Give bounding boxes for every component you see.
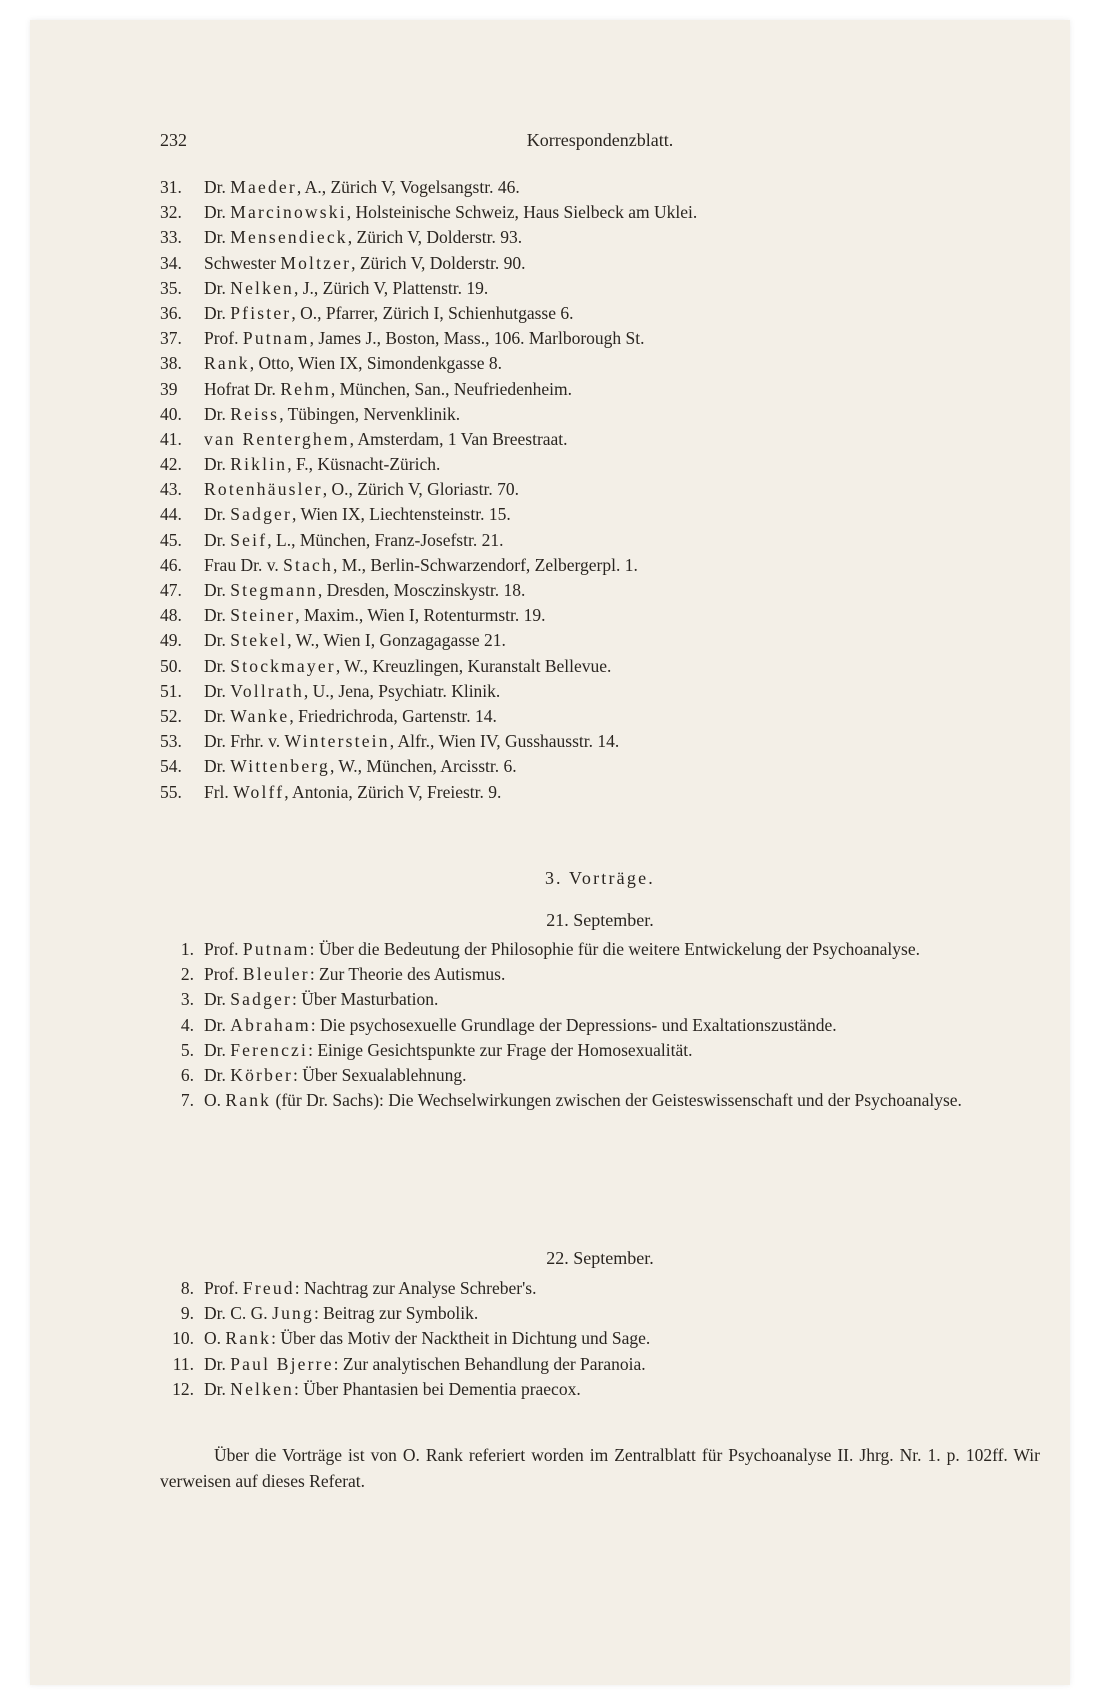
member-title: Dr. (204, 655, 226, 676)
talk-number: 4. (180, 1014, 194, 1035)
speaker-name: Körber (230, 1065, 294, 1086)
closing-note: Über die Vorträge ist von O. Rank referiert worden im Zentralblatt für Psychoanalyse II. Jhrg. Nr. 1. p. 102ff. Wir verweisen auf dieses Referat. (160, 1445, 1040, 1491)
member-title: Dr. (204, 680, 226, 701)
member-details: , Zürich V, Dolderstr. 93. (347, 227, 523, 248)
day2-date: 22. September. (546, 1248, 654, 1268)
speaker-title: Dr. (204, 989, 226, 1010)
member-number: 41. (160, 428, 182, 449)
speaker-title: Dr. (204, 1039, 226, 1060)
speaker-name: Bleuler (242, 964, 310, 985)
talk-text (204, 937, 1040, 962)
member-title: Frau Dr. v. (204, 554, 279, 575)
member-details: , U., Jena, Psychiatr. Klinik. (303, 680, 501, 701)
member-entry (160, 603, 1020, 628)
member-number: 49. (160, 630, 182, 651)
section-number: 3. (545, 868, 563, 888)
member-number: 33. (160, 227, 182, 248)
member-title: Dr. (204, 202, 226, 223)
member-title: Schwester (204, 252, 276, 273)
section-title: Vorträge. (569, 868, 655, 888)
speaker-title: Dr. (204, 1014, 226, 1035)
member-title: Dr. (204, 504, 226, 525)
member-name: Wolff (233, 781, 285, 802)
talk-entry (160, 1088, 1040, 1113)
talk-entry (160, 937, 1040, 962)
speaker-title: Dr. (204, 1353, 226, 1374)
speaker-name: Putnam (242, 939, 310, 959)
member-number: 47. (160, 580, 182, 600)
member-entry (160, 502, 1020, 527)
member-title: Dr. (204, 403, 226, 424)
member-name: Vollrath (230, 680, 304, 701)
page-header (160, 130, 1040, 154)
talk-number: 1. (180, 939, 194, 959)
member-name: Stekel (230, 630, 288, 651)
member-name: Maeder (230, 177, 297, 197)
talk-entry (160, 1326, 1040, 1351)
member-name: Riklin (230, 454, 288, 475)
member-details: , M., Berlin-Schwarzendorf, Zelbergerpl. 1. (332, 554, 638, 575)
page-number: 232 (160, 130, 187, 150)
speaker-name: Sadger (230, 989, 293, 1010)
member-details: , Antonia, Zürich V, Freiestr. 9. (284, 781, 502, 802)
member-number: 35. (160, 277, 182, 298)
member-entry (160, 578, 1020, 603)
member-title: Dr. (204, 454, 226, 475)
talk-text (204, 1088, 1040, 1113)
talk-text (204, 1352, 1040, 1377)
speaker-title: Dr. (204, 1065, 226, 1086)
member-entry (160, 301, 1020, 326)
member-title: Dr. (204, 605, 226, 626)
speaker-title: Prof. (204, 1278, 239, 1298)
talk-title: : Zur analytischen Behandlung der Paranoia. (333, 1353, 646, 1374)
member-title: Hofrat Dr. (204, 378, 276, 399)
member-name: Stegmann (230, 580, 318, 600)
talk-number: 9. (180, 1303, 194, 1324)
member-name: Reiss (230, 403, 280, 424)
day1-date: 21. September. (546, 910, 654, 930)
talk-entry (160, 987, 1040, 1012)
member-details: , Maxim., Wien I, Rotenturmstr. 19. (295, 605, 546, 626)
member-title: Dr. Frhr. v. (204, 731, 281, 752)
member-entry (160, 427, 1020, 452)
day2-talk-list (160, 1276, 1040, 1402)
speaker-name: Rank (225, 1328, 272, 1349)
talk-number: 2. (180, 964, 194, 985)
speaker-title: Dr. C. G. (204, 1303, 268, 1324)
member-entry (160, 704, 1020, 729)
member-title: Prof. (204, 328, 239, 349)
member-name: Sadger (230, 504, 293, 525)
member-entry (160, 351, 1020, 376)
member-details: , A., Zürich V, Vogelsangstr. 46. (296, 177, 520, 197)
member-details: , O., Pfarrer, Zürich I, Schienhutgasse 6. (291, 302, 574, 323)
member-number: 51. (160, 680, 182, 701)
talk-text (204, 1038, 1040, 1063)
member-entry (160, 553, 1020, 578)
member-number: 50. (160, 655, 182, 676)
member-details: , J., Zürich V, Plattenstr. 19. (294, 277, 489, 298)
talk-text (204, 987, 1040, 1012)
member-name: Winterstein (284, 731, 390, 752)
talk-text (204, 962, 1040, 987)
member-name: Seif (230, 529, 268, 550)
member-number: 52. (160, 705, 182, 726)
member-title: Dr. (204, 756, 226, 777)
talk-entry (160, 1276, 1040, 1301)
member-number: 54. (160, 756, 182, 777)
talk-title: : Nachtrag zur Analyse Schreber's. (294, 1278, 537, 1298)
talk-text (204, 1326, 1040, 1351)
member-number: 55. (160, 781, 182, 802)
member-details: , Zürich V, Dolderstr. 90. (351, 252, 526, 273)
member-title: Dr. (204, 529, 226, 550)
member-number: 46. (160, 554, 182, 575)
talk-number: 12. (172, 1378, 194, 1399)
member-entry (160, 402, 1020, 427)
talk-title: : Einige Gesichtspunkte zur Frage der Homosexualität. (308, 1039, 693, 1060)
page-sheet (30, 20, 1070, 1685)
member-title: Dr. (204, 277, 226, 298)
talk-entry (160, 962, 1040, 987)
member-name: Nelken (230, 277, 294, 298)
speaker-title: O. (204, 1328, 222, 1349)
member-entry (160, 654, 1020, 679)
talk-title: : Über Sexualablehnung. (293, 1065, 467, 1086)
speaker-name: Ferenczi (230, 1039, 309, 1060)
member-number: 43. (160, 479, 182, 500)
member-name: Putnam (242, 328, 310, 349)
member-name: Pfister (230, 302, 292, 323)
member-number: 53. (160, 731, 182, 752)
member-details: , L., München, Franz-Josefstr. 21. (267, 529, 504, 550)
member-entry (160, 628, 1020, 653)
member-entry (160, 326, 1020, 351)
member-name: Mensendieck (230, 227, 348, 248)
member-number: 45. (160, 529, 182, 550)
member-title: Dr. (204, 630, 226, 651)
talk-title: (für Dr. Sachs): Die Wechselwirkungen zwischen der Geisteswissenschaft und der Psychoanalyse. (271, 1090, 962, 1111)
member-entry (160, 200, 1020, 225)
member-entry (160, 477, 1020, 502)
member-entry (160, 729, 1020, 754)
member-entry (160, 528, 1020, 553)
member-title: Dr. (204, 580, 226, 600)
member-number: 44. (160, 504, 182, 525)
member-name: Wanke (230, 705, 290, 726)
talk-title: : Zur Theorie des Autismus. (309, 964, 506, 985)
talk-number: 5. (180, 1039, 194, 1060)
speaker-title: Prof. (204, 939, 239, 959)
talk-number: 10. (172, 1328, 194, 1349)
talk-text (204, 1276, 1040, 1301)
speaker-name: Jung (272, 1303, 314, 1324)
member-number: 37. (160, 328, 182, 349)
member-details: , München, San., Neufriedenheim. (330, 378, 572, 399)
member-number: 40. (160, 403, 182, 424)
talk-entry (160, 1352, 1040, 1377)
member-number: 42. (160, 454, 182, 475)
member-number: 48. (160, 605, 182, 626)
member-entry (160, 276, 1020, 301)
talk-text (204, 1013, 1040, 1038)
member-entry (160, 452, 1020, 477)
speaker-name: Nelken (230, 1378, 294, 1399)
member-details: , Dresden, Mosczinskystr. 18. (317, 580, 526, 600)
running-title: Korrespondenzblatt. (526, 130, 674, 150)
talk-entry (160, 1377, 1040, 1402)
member-entry (160, 377, 1020, 402)
speaker-title: O. (204, 1090, 222, 1111)
talk-title: : Beitrag zur Symbolik. (313, 1303, 479, 1324)
member-name: Steiner (230, 605, 296, 626)
member-entry (160, 251, 1020, 276)
member-list (160, 175, 1020, 805)
speaker-title: Prof. (204, 964, 239, 985)
talk-title: : Über die Bedeutung der Philosophie für die weitere Entwickelung der Psychoanalyse. (309, 939, 920, 959)
member-entry (160, 754, 1020, 779)
day1-talk-list (160, 937, 1040, 1113)
talk-title: : Über Masturbation. (292, 989, 439, 1010)
member-number: 34. (160, 252, 182, 273)
talk-entry (160, 1013, 1040, 1038)
member-details: , Friedrichroda, Gartenstr. 14. (289, 705, 497, 726)
member-name: Rank (204, 353, 250, 374)
talk-title: : Die psychosexuelle Grundlage der Depressions- und Exaltationszustände. (310, 1014, 837, 1035)
member-details: , F., Küsnacht-Zürich. (287, 454, 441, 475)
section-heading (160, 868, 1040, 889)
member-details: , Wien IX, Liechtensteinstr. 15. (292, 504, 511, 525)
member-details: , W., München, Arcisstr. 6. (329, 756, 517, 777)
speaker-name: Rank (225, 1090, 272, 1111)
member-entry (160, 175, 1020, 200)
talk-text (204, 1063, 1040, 1088)
member-title: Dr. (204, 302, 226, 323)
talk-title: : Über Phantasien bei Dementia praecox. (294, 1378, 581, 1399)
member-number: 32. (160, 202, 182, 223)
member-details: , Otto, Wien IX, Simondenkgasse 8. (249, 353, 502, 374)
talk-number: 11. (172, 1353, 194, 1374)
member-details: , James J., Boston, Mass., 106. Marlborough St. (309, 328, 645, 349)
member-entry (160, 679, 1020, 704)
member-details: , Holsteinische Schweiz, Haus Sielbeck am Uklei. (346, 202, 698, 223)
speaker-name: Abraham (230, 1014, 311, 1035)
talk-number: 6. (180, 1065, 194, 1086)
speaker-title: Dr. (204, 1378, 226, 1399)
member-name: Marcinowski (230, 202, 347, 223)
member-details: , Tübingen, Nervenklinik. (279, 403, 461, 424)
member-details: , Alfr., Wien IV, Gusshausstr. 14. (389, 731, 620, 752)
member-entry (160, 780, 1020, 805)
talk-title: : Über das Motiv der Nacktheit in Dichtung und Sage. (271, 1328, 651, 1349)
member-details: , W., Kreuzlingen, Kuranstalt Bellevue. (335, 655, 612, 676)
member-name: van Renterghem (204, 428, 350, 449)
member-entry (160, 225, 1020, 250)
member-number: 38. (160, 353, 182, 374)
member-number: 36. (160, 302, 182, 323)
member-title: Frl. (204, 781, 229, 802)
member-number: 31. (160, 177, 182, 197)
talk-number: 3. (180, 989, 194, 1010)
talk-text (204, 1301, 1040, 1326)
talk-entry (160, 1038, 1040, 1063)
member-name: Wittenberg (230, 756, 330, 777)
member-name: Moltzer (280, 252, 352, 273)
member-number: 39 (160, 378, 178, 399)
member-name: Stockmayer (230, 655, 336, 676)
speaker-name: Freud (242, 1278, 295, 1298)
speaker-name: Paul Bjerre (230, 1353, 334, 1374)
member-details: , Amsterdam, 1 Van Breestraat. (349, 428, 568, 449)
member-title: Dr. (204, 177, 226, 197)
talk-text (204, 1377, 1040, 1402)
talk-entry (160, 1063, 1040, 1088)
talk-number: 7. (180, 1090, 194, 1111)
member-details: , O., Zürich V, Gloriastr. 70. (322, 479, 519, 500)
talk-number: 8. (180, 1278, 194, 1298)
member-name: Stach (283, 554, 333, 575)
member-details: , W., Wien I, Gonzagagasse 21. (287, 630, 506, 651)
member-name: Rehm (280, 378, 331, 399)
member-title: Dr. (204, 227, 226, 248)
member-title: Dr. (204, 705, 226, 726)
talk-entry (160, 1301, 1040, 1326)
member-name: Rotenhäusler (204, 479, 323, 500)
